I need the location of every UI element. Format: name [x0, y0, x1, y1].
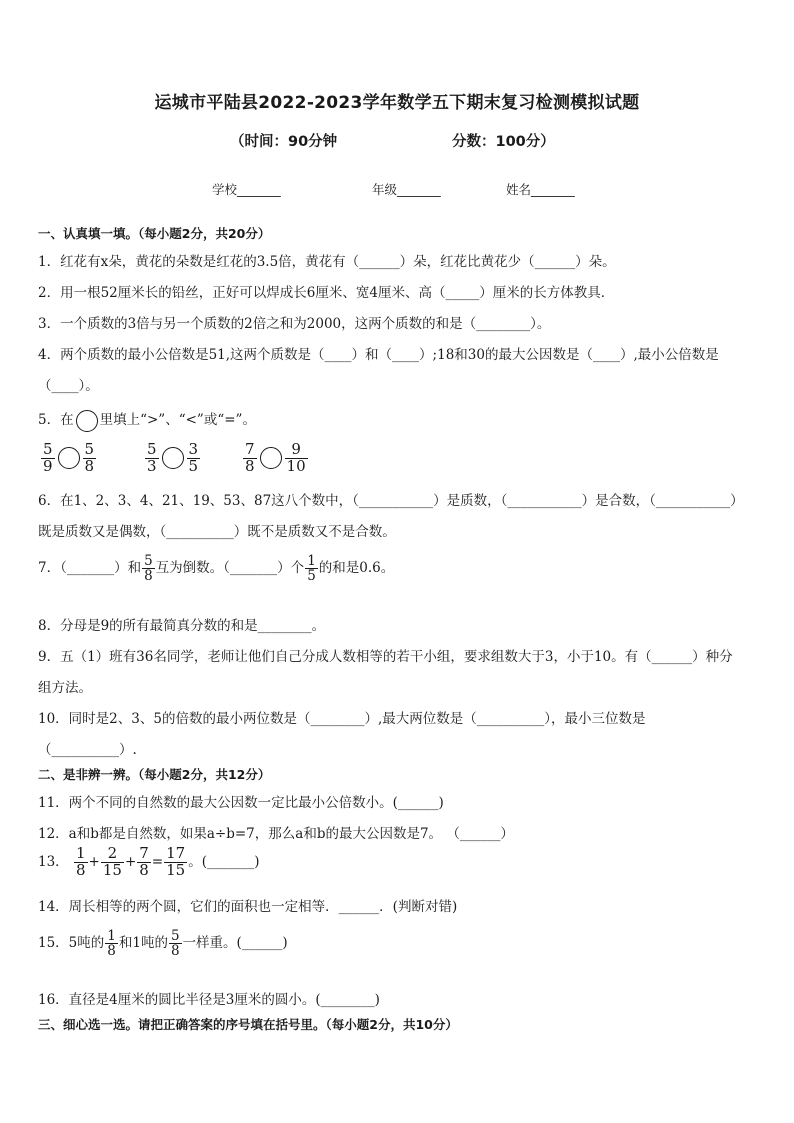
question-11: 11．两个不同的自然数的最大公因数一定比最小公倍数小。(______) — [38, 795, 444, 811]
fraction: $\frac{1}{5}$ — [307, 553, 316, 585]
question-5-prompt — [38, 408, 256, 432]
question-8: 8．分母是9的所有最简真分数的和是________。 — [38, 618, 326, 634]
question-5-text-a: 5．在 — [38, 412, 74, 428]
fraction: $\frac{5}{8}$ — [144, 553, 153, 585]
question-4-line-1: 4．两个质数的最小公倍数是51,这两个质数是（____）和（____）;18和30的最大公因数是（____）,最小公倍数是 — [38, 347, 719, 363]
fraction: $\frac{5}{8}$ — [84, 440, 95, 475]
question-9-line-2: 组方法。 — [38, 680, 92, 696]
fraction: $\frac{5}{8}$ — [170, 928, 180, 960]
name-field: 姓名_______ — [506, 182, 575, 197]
section-heading-3: 三、细心选一选。请把正确答案的序号填在括号里。（每小题2分，共10分） — [38, 1017, 458, 1032]
question-5-item-3 — [242, 442, 309, 475]
fraction: $\frac{2}{15}$ — [102, 844, 122, 879]
fraction: $\frac{7}{8}$ — [245, 440, 255, 475]
question-7: 7．（_______）和 $\frac{5}{8}$ 互为倒数。（_______）个 $\frac{1}{5}$ 的和是0.6。 — [38, 553, 395, 585]
question-9-line-1: 9．五（1）班有36名同学，老师让他们自己分成人数相等的若干小组，要求组数大于3，小于10。有（______）种分 — [38, 649, 733, 665]
fraction: $\frac{5}{3}$ — [147, 440, 157, 475]
fraction: $\frac{1}{8}$ — [107, 928, 116, 960]
compare-circle — [58, 447, 80, 469]
section-heading-1: 一、认真填一填。（每小题2分，共20分） — [38, 226, 271, 241]
compare-circle — [76, 410, 98, 432]
question-6-line-2: 既是质数又是偶数，（__________）既不是质数又不是合数。 — [38, 524, 396, 540]
exam-score: 分数：100分） — [452, 134, 555, 150]
fraction: $\frac{17}{15}$ — [166, 844, 186, 879]
question-14: 14．周长相等的两个圆，它们的面积也一定相等．______．(判断对错) — [38, 899, 458, 915]
school-field: 学校_______ — [212, 182, 281, 197]
question-15: 15．5吨的 $\frac{1}{8}$ 和1吨的 $\frac{5}{8}$ 一样重。(______) — [38, 928, 288, 960]
grade-field: 年级_______ — [372, 182, 441, 197]
question-10-line-1: 10．同时是2、3、5的倍数的最小两位数是（________）,最大两位数是（__________），最小三位数是 — [38, 711, 646, 727]
question-12: 12．a和b都是自然数，如果a÷b=7，那么a和b的最大公因数是7。 （______） — [38, 826, 514, 842]
fraction: $\frac{9}{10}$ — [286, 440, 306, 475]
fraction: $\frac{5}{9}$ — [43, 440, 53, 475]
fraction: $\frac{1}{8}$ — [75, 844, 86, 879]
question-4-line-2: （____）。 — [38, 378, 99, 394]
page-title: 运城市平陆县2022-2023学年数学五下期末复习检测模拟试题 — [154, 93, 640, 113]
fraction: $\frac{7}{8}$ — [139, 844, 149, 879]
section-heading-2: 二、是非辨一辨。（每小题2分，共12分） — [38, 767, 271, 782]
question-16: 16．直径是4厘米的圆比半径是3厘米的圆小。(________) — [38, 992, 380, 1008]
question-13: 13． $\frac{1}{8}$ + $\frac{2}{15}$ + $\frac{7}{8}$ = $\frac{17}{15}$ 。(_______) — [38, 844, 260, 879]
question-5-item-1 — [40, 442, 97, 475]
question-5-item-2 — [144, 442, 201, 475]
question-5-text-b: 里填上“>”、“<”或“=”。 — [99, 412, 256, 428]
question-1: 1．红花有x朵，黄花的朵数是红花的3.5倍，黄花有（______）朵，红花比黄花少（______）朵。 — [38, 254, 616, 270]
question-2: 2．用一根52厘米长的铅丝，正好可以焊成长6厘米、宽4厘米、高（_____）厘米的长方体教具． — [38, 285, 615, 301]
question-10-line-2: （__________）. — [38, 742, 137, 758]
question-3: 3．一个质数的3倍与另一个质数的2倍之和为2000，这两个质数的和是（________）。 — [38, 316, 551, 332]
question-6-line-1: 6．在1、2、3、4、21、19、53、87这八个数中，（___________）是质数，（___________）是合数，（___________） — [38, 493, 744, 509]
compare-circle — [260, 447, 282, 469]
compare-circle — [162, 447, 184, 469]
fraction: $\frac{3}{5}$ — [188, 440, 199, 475]
exam-time: （时间：90分钟 — [230, 134, 338, 150]
